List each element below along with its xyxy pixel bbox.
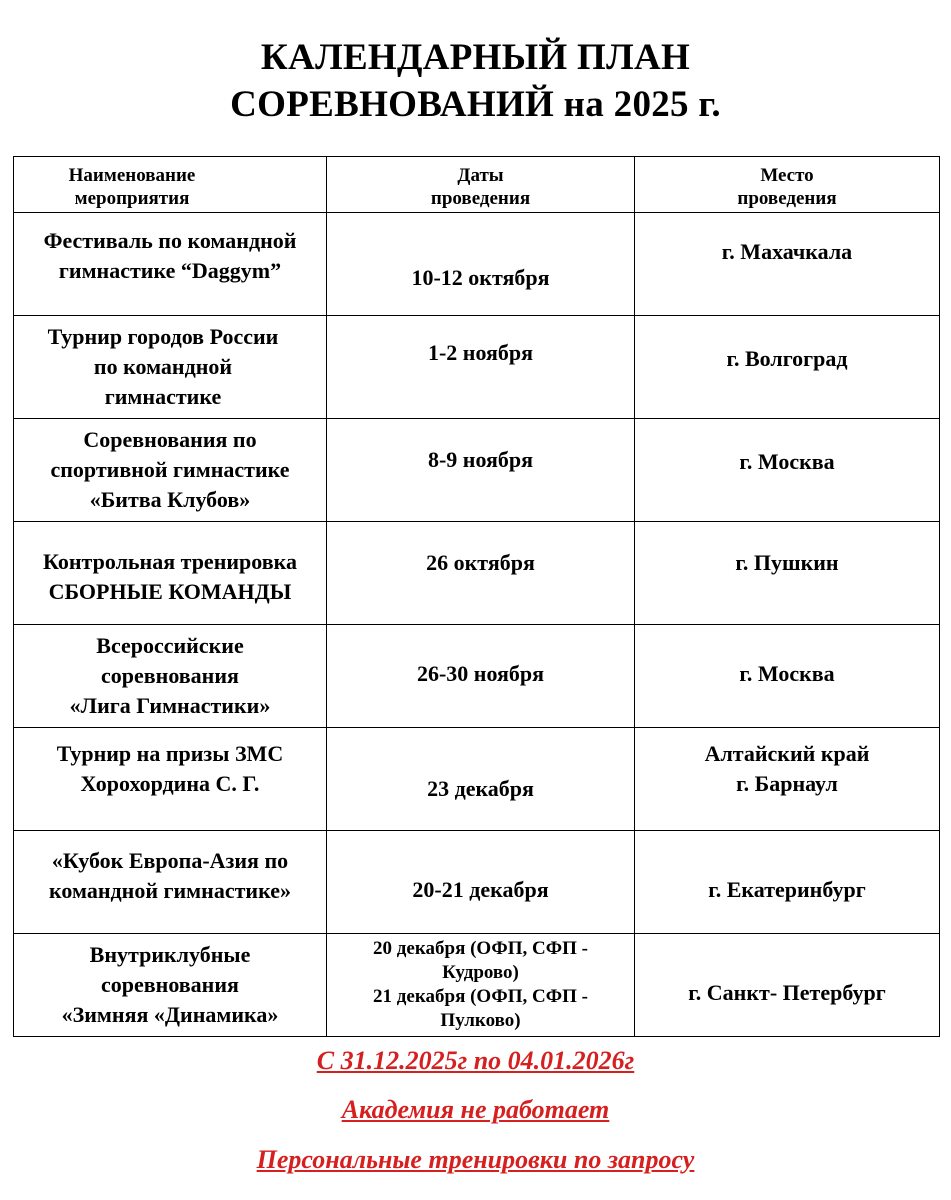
event-dates-line: 1-2 ноября: [427, 340, 534, 365]
event-name-line: гимнастике “Daggym”: [58, 258, 282, 283]
event-dates-line: 23 декабря: [427, 776, 534, 801]
event-place-cell: [635, 934, 940, 1037]
event-name-line: Внутриклубные: [89, 942, 251, 967]
notice-dates-text: С 31.12.2025г по 04.01.2026г: [316, 1046, 635, 1075]
event-name-cell: [14, 522, 327, 625]
schedule-body: [14, 213, 940, 1037]
event-dates-cell: [327, 316, 635, 419]
event-place-line: г. Москва: [739, 449, 835, 474]
event-place-line: г. Екатеринбург: [708, 877, 866, 902]
event-name-cell: [14, 316, 327, 419]
event-dates-cell: [327, 934, 635, 1037]
event-dates-cell: [327, 419, 635, 522]
event-name-cell: [14, 831, 327, 934]
event-dates-line: 21 декабря (ОФП, СФП -: [373, 986, 588, 1007]
event-place-line: г. Волгоград: [726, 346, 848, 371]
schedule-table: [13, 156, 940, 1037]
event-dates-cell: [327, 728, 635, 831]
event-name-line: Турнир городов России: [47, 324, 279, 349]
event-name-line: гимнастике: [104, 384, 222, 409]
notice-closed-text: Академия не работает: [341, 1095, 610, 1124]
event-place-line: г. Махачкала: [721, 239, 853, 264]
event-dates-line: 26 октября: [426, 550, 535, 575]
event-dates-line: Пулково): [440, 1010, 521, 1031]
notice-personal-text: Персональные тренировки по запросу: [256, 1145, 695, 1174]
notice-personal: [0, 1145, 951, 1175]
event-place-cell: [635, 419, 940, 522]
event-place-line: г. Москва: [739, 661, 835, 686]
event-place-cell: [635, 213, 940, 316]
event-name-line: соревнования: [101, 972, 239, 997]
event-name-cell: [14, 625, 327, 728]
notice-dates: [0, 1046, 951, 1076]
header-place: [635, 157, 940, 213]
table-row: [14, 728, 940, 831]
event-name-cell: [14, 213, 327, 316]
event-dates-line: 26-30 ноября: [416, 661, 545, 686]
header-name-line: мероприятия: [74, 187, 190, 209]
event-place-cell: [635, 728, 940, 831]
event-place-cell: [635, 522, 940, 625]
event-name-line: Соревнования по: [83, 427, 257, 452]
header-place-line: проведения: [737, 187, 837, 209]
table-row: [14, 625, 940, 728]
event-name-line: Фестиваль по командной: [43, 228, 297, 253]
table-header-row: [14, 157, 940, 213]
event-place-line: г. Барнаул: [736, 771, 838, 796]
table-row: [14, 522, 940, 625]
event-dates-line: 20 декабря (ОФП, СФП -: [373, 938, 588, 959]
event-place-cell: [635, 316, 940, 419]
event-dates-cell: [327, 213, 635, 316]
event-name-line: «Кубок Европа-Азия по: [51, 848, 289, 873]
event-name-line: Турнир на призы ЗМС: [56, 741, 284, 766]
notice-closed: [0, 1095, 951, 1125]
header-dates-line: Даты: [457, 164, 504, 186]
header-dates: [327, 157, 635, 213]
event-name-line: спортивной гимнастике: [50, 457, 290, 482]
event-name-line: Хорохордина С. Г.: [80, 771, 260, 796]
event-dates-cell: [327, 522, 635, 625]
event-name-line: командной гимнастике»: [49, 878, 291, 903]
event-name-line: Всероссийские: [96, 633, 244, 658]
event-place-cell: [635, 625, 940, 728]
header-dates-line: проведения: [430, 187, 531, 209]
table-row: [14, 419, 940, 522]
header-name: [14, 157, 327, 213]
event-place-line: г. Пушкин: [735, 550, 839, 575]
event-dates-line: 20-21 декабря: [412, 877, 549, 902]
event-name-line: соревнования: [101, 663, 239, 688]
event-dates-line: 8-9 ноября: [427, 447, 534, 472]
event-dates-line: Кудрово): [442, 962, 519, 983]
table-row: [14, 316, 940, 419]
title-line-2: СОРЕВНОВАНИЙ на 2025 г.: [230, 84, 721, 125]
table-row: [14, 213, 940, 316]
title-line-1: КАЛЕНДАРНЫЙ ПЛАН: [260, 37, 691, 78]
event-name-line: Контрольная тренировка: [43, 549, 297, 574]
event-dates-cell: [327, 831, 635, 934]
table-row: [14, 831, 940, 934]
event-place-line: г. Санкт- Петербург: [688, 980, 886, 1005]
event-name-line: «Битва Клубов»: [89, 487, 251, 512]
event-name-cell: [14, 728, 327, 831]
table-row: [14, 934, 940, 1037]
event-dates-cell: [327, 625, 635, 728]
page-title: [0, 34, 951, 128]
event-name-line: «Лига Гимнастики»: [69, 693, 271, 718]
event-place-line: Алтайский край: [704, 741, 870, 766]
event-name-cell: [14, 419, 327, 522]
header-place-line: Место: [760, 164, 814, 186]
event-dates-line: 10-12 октября: [411, 265, 550, 290]
header-name-line: Наименование: [68, 164, 196, 186]
event-name-line: по командной: [93, 354, 233, 379]
event-name-cell: [14, 934, 327, 1037]
event-place-cell: [635, 831, 940, 934]
event-name-line: СБОРНЫЕ КОМАНДЫ: [48, 579, 292, 604]
event-name-line: «Зимняя «Динамика»: [61, 1002, 279, 1027]
